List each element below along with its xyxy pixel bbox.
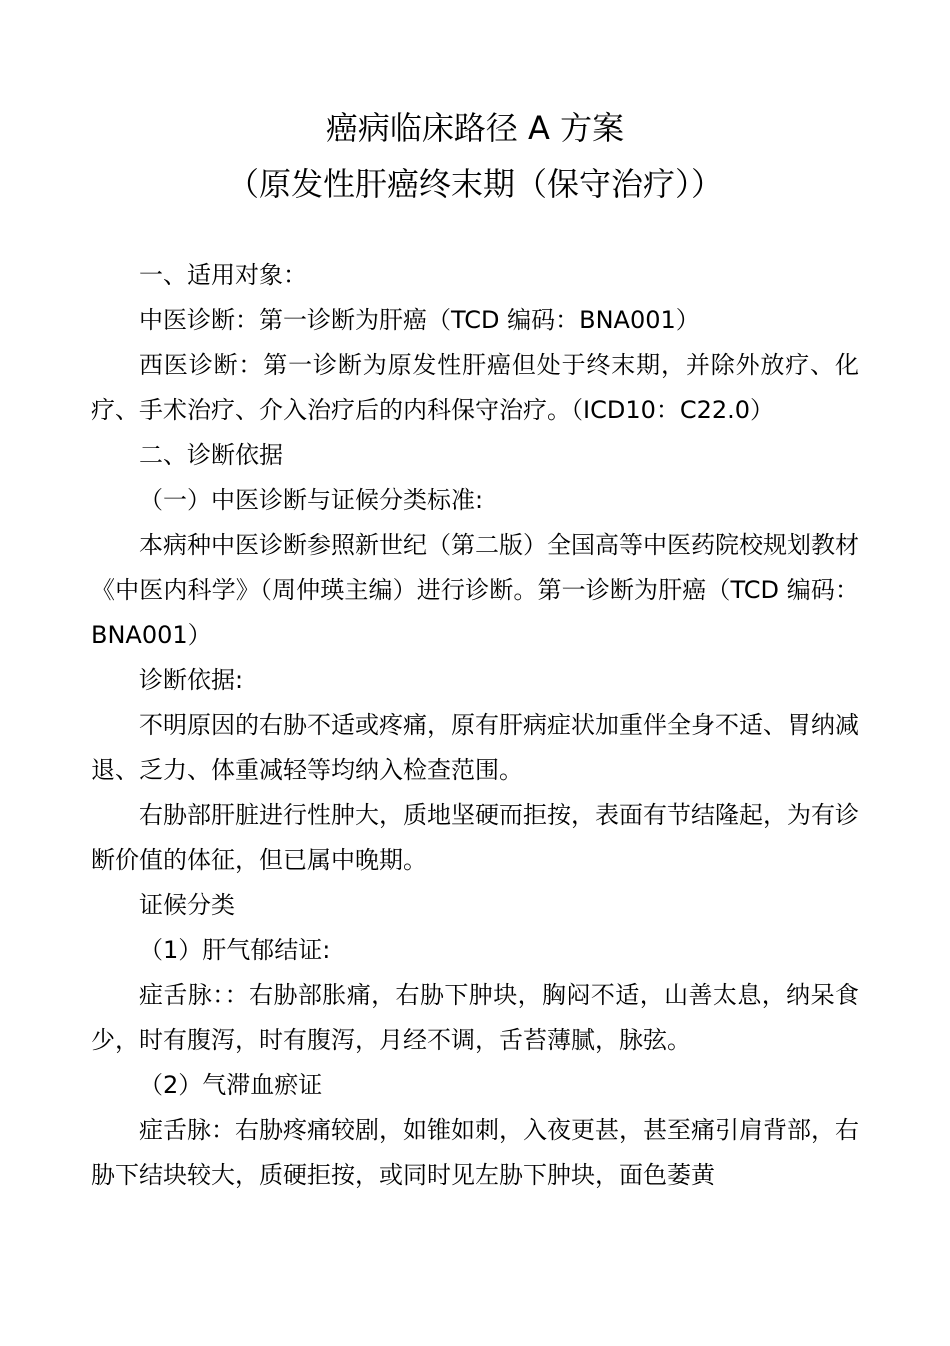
title-line-2: （原发性肝癌终末期（保守治疗）） <box>226 165 723 203</box>
syndrome-heading-2: （2）气滞血瘀证 <box>139 1071 323 1099</box>
document-title <box>0 100 950 212</box>
syndrome-description-1: 症舌脉：：右胁部胀痛，右胁下肿块，胸闷不适，山善太息，纳呆食少，时有腹泻，时有腹泻，月经不调，舌苔薄腻，脉弦。 <box>91 981 859 1054</box>
section-heading-basis: 二、诊断依据 <box>139 441 283 469</box>
syndrome-description-2: 症舌脉：右胁疼痛较剧，如锥如刺，入夜更甚，甚至痛引肩背部，右胁下结块较大，质硬拒按，或同时见左胁下肿块，面色萎黄 <box>91 1116 859 1189</box>
syndrome-heading-1: （1）肝气郁结证: <box>139 936 331 964</box>
paragraph-reference: 本病种中医诊断参照新世纪（第二版）全国高等中医药院校规划教材《中医内科学》（周仲瑛主编）进行诊断。第一诊断为肝癌（TCD 编码：BNA001） <box>91 531 859 649</box>
paragraph-tcm-diagnosis: 中医诊断：第一诊断为肝癌（TCD 编码：BNA001） <box>139 306 700 334</box>
section-heading-scope: 一、适用对象： <box>139 261 307 289</box>
paragraph-symptoms: 不明原因的右胁不适或疼痛，原有肝病症状加重伴全身不适、胃纳减退、乏力、体重减轻等均纳入检查范围。 <box>91 711 859 784</box>
paragraph-western-diagnosis: 西医诊断：第一诊断为原发性肝癌但处于终末期，并除外放疗、化疗、手术治疗、介入治疗后的内科保守治疗。（ICD10：C22.0） <box>91 351 859 424</box>
title-line-1: 癌病临床路径 A 方案 <box>325 109 625 147</box>
subheading-syndrome-classification: 证候分类 <box>139 891 235 919</box>
paragraph-signs: 右胁部肝脏进行性肿大，质地坚硬而拒按，表面有节结隆起，为有诊断价值的体征，但已属中晚期。 <box>91 801 859 874</box>
subsection-heading-tcm-standard: （一）中医诊断与证候分类标准: <box>139 486 484 514</box>
subheading-diagnosis-basis: 诊断依据: <box>139 666 244 694</box>
document-body <box>91 253 859 1198</box>
